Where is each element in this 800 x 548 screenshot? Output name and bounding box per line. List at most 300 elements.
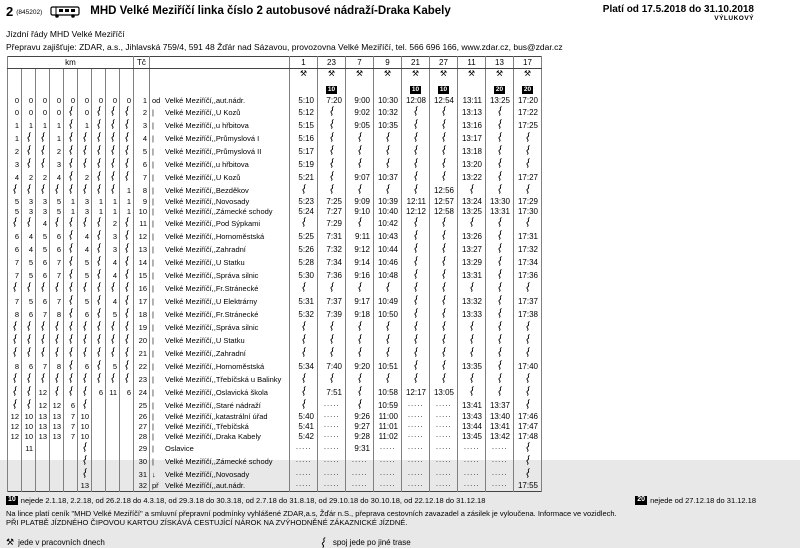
different-route-icon [413,132,419,142]
stop-cell [150,256,290,269]
empty-cell [150,69,290,97]
different-route-icon [12,386,18,396]
km-cell: 10 [78,432,92,442]
stop-name: Velké Meziříčí,,Fr.Stránecké [165,283,259,293]
different-route-icon [301,386,307,396]
stop-cell [150,217,290,230]
stop-marker: | [152,283,154,293]
time-cell [402,321,430,334]
different-route-icon [124,119,130,129]
different-route-icon [329,334,335,344]
km-cell: 0 [22,106,36,119]
different-route-icon [441,373,447,383]
different-route-icon [68,217,74,227]
different-route-icon [525,455,531,465]
stop-name: Velké Meziříčí,,katastrální úřad [165,412,268,421]
km-cell [64,256,78,269]
different-route-icon [497,132,503,142]
different-route-icon [82,442,88,452]
different-route-icon [413,217,419,227]
no-service-dots: ····· [402,442,430,455]
km-cell [22,282,36,295]
stop-name: Velké Meziříčí,,u hřbitova [165,120,249,130]
km-cell: 6 [36,295,50,308]
tc-cell: 5 [134,145,150,158]
km-cell: 6 [92,386,106,399]
different-route-icon [96,184,102,194]
time-cell: 13:41 [486,422,514,432]
stop-name: Velké Meziříčí,,Třebíčská u Balinky [165,374,282,384]
stop-name: Velké Meziříčí,,u hřbitova [165,159,249,169]
different-route-icon [441,119,447,129]
km-cell [22,334,36,347]
legend-different-route [320,537,411,548]
km-cell: 12 [8,412,22,422]
time-cell: 5:21 [290,171,318,184]
km-cell [22,321,36,334]
km-cell [92,106,106,119]
different-route-icon [497,373,503,383]
no-service-dots: ····· [430,422,458,432]
time-cell: 13:31 [458,269,486,282]
km-cell: 0 [8,106,22,119]
km-cell [120,432,134,442]
tc-cell: 4 [134,132,150,145]
km-cell [92,282,106,295]
km-cell [64,282,78,295]
km-cell: 10 [22,412,36,422]
no-service-dots: ····· [374,481,402,492]
different-route-icon [525,373,531,383]
different-route-icon [124,217,130,227]
km-cell [22,217,36,230]
time-cell [374,132,402,145]
operator-line: Přepravu zajišťuje: ZDAR, a.s., Jihlavská 759/4, 591 48 Žďár nad Sázavou, provozovna Velké Meziříčí, tel. 566 696 166, www.zdar.cz, bus@zdar.cz [6,42,563,52]
km-cell [22,468,36,481]
note-20-badge: 20 [637,496,646,503]
different-route-icon [68,334,74,344]
time-cell [290,184,318,197]
no-service-dots: ····· [374,468,402,481]
time-cell [486,171,514,184]
different-route-icon [40,282,46,292]
km-cell [120,230,134,243]
km-cell: 5 [78,295,92,308]
time-cell [402,145,430,158]
km-cell: 5 [8,197,22,207]
stop-name: Velké Meziříčí,,Oslavická škola [165,387,268,397]
time-cell [374,145,402,158]
time-cell: 17:55 [514,481,542,492]
footnotes [6,496,794,505]
different-route-icon [357,145,363,155]
note-badge: 10 [411,86,420,93]
legend-different-route-label: spoj jede po jiné trase [332,538,411,547]
different-route-icon [124,158,130,168]
no-service-dots: ····· [458,481,486,492]
stop-marker: | [152,146,154,156]
table-row [8,399,542,412]
different-route-icon [441,334,447,344]
stop-cell [150,334,290,347]
stop-cell [150,119,290,132]
km-cell: 4 [36,217,50,230]
time-cell: 13:18 [458,145,486,158]
table-row [8,455,542,468]
empty-cell [78,69,92,97]
no-service-dots: ····· [486,481,514,492]
different-route-icon [357,132,363,142]
stop-marker: | [152,443,154,453]
time-cell: 7:34 [318,256,346,269]
time-cell [514,321,542,334]
km-cell: 10 [78,412,92,422]
stop-marker: | [152,107,154,117]
different-route-icon [469,184,475,194]
different-route-icon [441,282,447,292]
time-cell: 7:20 [318,96,346,106]
km-cell [120,217,134,230]
time-cell [290,217,318,230]
time-cell [486,282,514,295]
time-cell [514,386,542,399]
km-cell: 7 [8,256,22,269]
time-cell: 7:39 [318,308,346,321]
different-route-icon [110,347,116,357]
fare-conditions-line: Na lince platí ceník "MHD Velké Meziříčí" a smluvní přepravní podmínky vyhlášené ZDAR,a.s, Žďár n.S., přeprava cestovních zavazadel a zásilek je vyloučena. Informace ve vozidlech. [6,509,617,518]
km-cell: 11 [22,442,36,455]
km-cell: 5 [36,243,50,256]
stop-marker: | [152,197,154,206]
km-cell [78,373,92,386]
km-cell: 0 [120,96,134,106]
km-cell: 1 [120,184,134,197]
time-cell: 5:32 [290,308,318,321]
no-service-dots: ····· [430,468,458,481]
km-cell [106,412,120,422]
time-cell [486,230,514,243]
stop-cell [150,282,290,295]
km-cell [78,217,92,230]
time-cell [458,347,486,360]
different-route-icon [26,321,32,331]
different-route-icon [385,334,391,344]
stop-name: Velké Meziříčí,,Zámecké schody [165,207,273,216]
time-cell [486,269,514,282]
different-route-icon [497,360,503,370]
empty-cell [36,69,50,97]
km-cell [22,399,36,412]
km-cell [50,468,64,481]
chip-card-line: PŘI PLATBĚ JÍZDNÉHO ČIPOVOU KARTOU ZÍSKÁVÁ CESTUJÍCÍ NÁROK NA ZVÝHODNĚNÉ ZÁKAZNICKÉ JÍZDNÉ. [6,517,408,527]
time-cell [514,347,542,360]
time-cell: 13:13 [458,106,486,119]
different-route-icon [110,373,116,383]
km-cell [92,481,106,492]
time-cell [514,282,542,295]
different-route-icon [441,295,447,305]
km-cell [92,217,106,230]
km-cell [64,373,78,386]
km-cell [120,282,134,295]
different-route-icon [497,256,503,266]
different-route-icon [385,321,391,331]
km-cell: 0 [50,106,64,119]
different-route-icon [68,282,74,292]
different-route-icon [413,295,419,305]
no-service-dots: ····· [290,455,318,468]
trip-symbols [374,69,402,97]
stop-name: Velké Meziříčí,,Novosady [165,469,250,479]
time-cell [514,132,542,145]
table-row [8,282,542,295]
km-cell: 4 [8,171,22,184]
km-cell [78,321,92,334]
km-cell [8,386,22,399]
no-service-dots: ····· [430,481,458,492]
different-route-icon [26,184,32,194]
time-cell: 9:07 [346,171,374,184]
time-cell: 10:39 [374,197,402,207]
time-cell: 7:40 [318,360,346,373]
km-cell: 1 [50,132,64,145]
empty-cell [106,69,120,97]
different-route-icon [329,145,335,155]
time-cell: 17:31 [514,230,542,243]
km-cell [120,412,134,422]
km-cell: 0 [78,106,92,119]
legend [6,537,794,548]
time-cell [486,295,514,308]
stop-marker: | [152,218,154,228]
km-cell [106,106,120,119]
km-cell [92,360,106,373]
stop-name: Velké Meziříčí,,Draka Kabely [165,432,261,441]
different-route-icon [497,158,503,168]
different-route-icon [357,282,363,292]
km-cell [120,455,134,468]
different-route-icon [110,119,116,129]
km-cell: 0 [106,96,120,106]
time-cell: 17:47 [514,422,542,432]
validity-note: VÝLUKOVÝ [714,15,754,22]
time-cell [318,106,346,119]
different-route-icon [124,321,130,331]
time-cell [402,158,430,171]
km-cell [78,334,92,347]
time-cell: 12:17 [402,386,430,399]
km-cell: 12 [8,432,22,442]
different-route-icon [525,442,531,452]
table-row [8,481,542,492]
time-cell: 5:19 [290,158,318,171]
time-cell: 17:20 [514,96,542,106]
time-cell: 13:22 [458,171,486,184]
time-cell: 9:00 [346,96,374,106]
different-route-icon [525,132,531,142]
stop-name: Velké Meziříčí,,Bezděkov [165,185,249,195]
time-cell [318,347,346,360]
km-cell: 4 [78,243,92,256]
table-row [8,269,542,282]
time-cell [430,158,458,171]
time-cell [402,119,430,132]
km-cell [50,386,64,399]
time-cell [486,106,514,119]
no-service-dots: ····· [374,442,402,455]
km-cell: 0 [64,96,78,106]
time-cell: 12:08 [402,96,430,106]
stop-name: Velké Meziříčí,,U Kozů [165,107,241,117]
time-cell [402,256,430,269]
km-cell [78,145,92,158]
time-cell: 17:38 [514,308,542,321]
empty-cell [8,69,22,97]
workdays-icon: ⚒ [495,69,504,78]
table-row [8,106,542,119]
km-cell [92,119,106,132]
legend-workdays-label: jede v pracovních dnech [18,538,105,547]
different-route-icon [301,399,307,409]
table-row [8,171,542,184]
time-cell: 10:42 [374,217,402,230]
different-route-icon [497,243,503,253]
no-service-dots: ····· [318,412,346,422]
different-route-icon [110,158,116,168]
different-route-icon [26,373,32,383]
km-cell: 3 [50,158,64,171]
time-cell [486,158,514,171]
time-cell [430,360,458,373]
different-route-icon [82,321,88,331]
stop-cell [150,373,290,386]
km-cell: 4 [22,243,36,256]
km-cell [78,132,92,145]
different-route-icon [329,132,335,142]
trip-number: 17 [514,57,542,69]
time-cell: 13:24 [458,197,486,207]
no-service-dots: ····· [318,442,346,455]
km-cell [8,481,22,492]
different-route-icon [26,282,32,292]
time-cell [290,334,318,347]
km-cell [92,442,106,455]
different-route-icon [413,119,419,129]
time-cell: 9:18 [346,308,374,321]
km-cell [8,468,22,481]
timetable-head [8,57,542,97]
km-cell: 5 [50,197,64,207]
different-route-icon [124,334,130,344]
different-route-icon [320,537,327,548]
km-cell [36,468,50,481]
stop-cell [150,321,290,334]
km-cell [120,334,134,347]
time-cell: 5:12 [290,106,318,119]
different-route-icon [54,321,60,331]
stop-name: Velké Meziříčí,,Hornoměstská [165,231,265,241]
column-numbers-row [8,57,542,69]
km-cell: 3 [36,207,50,217]
different-route-icon [96,230,102,240]
time-cell: 9:02 [346,106,374,119]
km-cell [106,184,120,197]
stop-name: Velké Meziříčí,,Správa silnic [165,270,259,280]
different-route-icon [441,256,447,266]
km-cell [92,184,106,197]
tc-cell: 26 [134,412,150,422]
time-cell [486,334,514,347]
km-cell [8,442,22,455]
no-service-dots: ····· [458,455,486,468]
km-cell: 6 [120,386,134,399]
no-service-dots: ····· [402,399,430,412]
time-cell [486,321,514,334]
time-cell [458,184,486,197]
different-route-icon [68,347,74,357]
time-cell: 17:34 [514,256,542,269]
km-cell [92,412,106,422]
km-cell: 6 [22,360,36,373]
bus-icon [50,5,80,23]
no-service-dots: ····· [318,422,346,432]
km-cell: 3 [106,230,120,243]
different-route-icon [124,230,130,240]
different-route-icon [385,373,391,383]
table-row [8,184,542,197]
stop-marker: | [152,309,154,319]
different-route-icon [469,334,475,344]
km-cell [120,158,134,171]
stop-name: Velké Meziříčí,,Průmyslová II [165,146,262,156]
km-cell: 2 [36,171,50,184]
different-route-icon [82,468,88,478]
time-cell [430,217,458,230]
stop-name: Velké Meziříčí,,aut.nádr. [165,481,246,490]
km-cell: 7 [64,432,78,442]
trip-symbols [290,69,318,97]
time-cell [346,145,374,158]
time-cell: 13:30 [486,197,514,207]
time-cell: 5:23 [290,197,318,207]
table-row [8,119,542,132]
km-cell: 1 [64,197,78,207]
km-cell [120,243,134,256]
time-cell [374,158,402,171]
km-cell: 1 [106,207,120,217]
km-cell [22,455,36,468]
time-cell: 5:30 [290,269,318,282]
different-route-icon [329,171,335,181]
km-cell: 12 [36,386,50,399]
different-route-icon [413,334,419,344]
different-route-icon [82,455,88,465]
km-cell: 4 [106,256,120,269]
time-cell [402,347,430,360]
tc-cell: 7 [134,171,150,184]
stop-marker: | [152,387,154,397]
km-cell: 5 [36,230,50,243]
km-cell: 13 [50,422,64,432]
km-cell [106,321,120,334]
titlebar [6,4,794,26]
different-route-icon [40,158,46,168]
time-cell: 5:42 [290,432,318,442]
different-route-icon [82,386,88,396]
km-cell: 1 [92,197,106,207]
time-cell: 9:11 [346,230,374,243]
time-cell [514,468,542,481]
